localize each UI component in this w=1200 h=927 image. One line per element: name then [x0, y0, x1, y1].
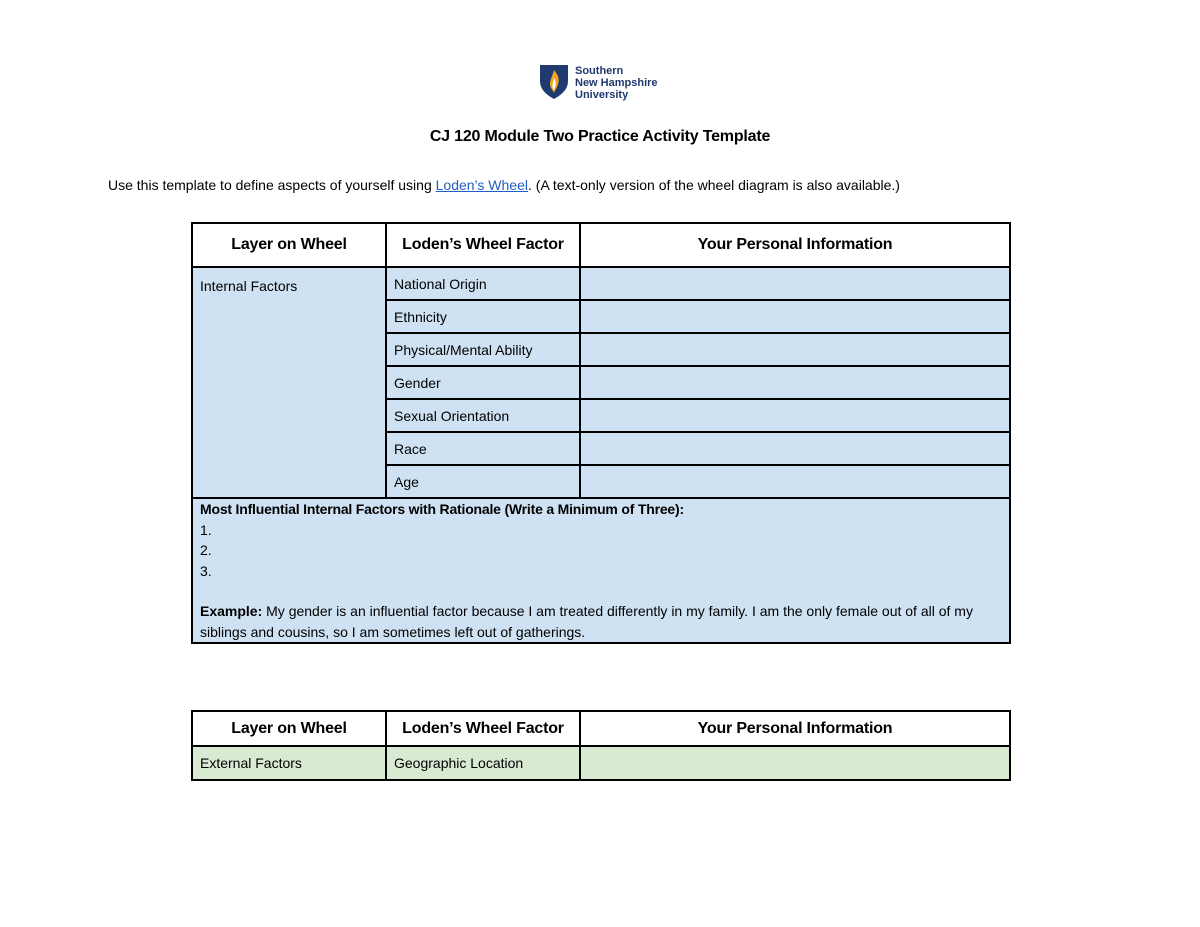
- info-ethnicity[interactable]: [580, 300, 1010, 333]
- list-item-1: 1.: [200, 521, 212, 538]
- info-sexual-orientation[interactable]: [580, 399, 1010, 432]
- example-text: My gender is an influential factor because I am treated differently in my family. I am the only female out of all of my siblings and cousins, so I am sometimes left out of gatherings.: [200, 603, 973, 640]
- layer-external-factors: External Factors: [192, 746, 386, 780]
- influential-factors-cell[interactable]: [192, 498, 1010, 643]
- factor-gender: Gender: [386, 366, 580, 399]
- notes-row: [192, 498, 1010, 643]
- table-header-row: [192, 711, 1010, 746]
- external-factors-table: [191, 710, 1011, 781]
- logo-line-1: Southern: [575, 65, 624, 77]
- logo-line-2: New Hampshire: [575, 77, 658, 89]
- notes-heading: Most Influential Internal Factors with Rationale (Write a Minimum of Three):: [200, 501, 684, 517]
- info-age[interactable]: [580, 465, 1010, 498]
- intro-text-after: . (A text-only version of the wheel diagram is also available.): [528, 177, 900, 193]
- info-race[interactable]: [580, 432, 1010, 465]
- info-geographic-location[interactable]: [580, 746, 1010, 780]
- info-national-origin[interactable]: [580, 267, 1010, 300]
- table-row: [192, 746, 1010, 780]
- university-name: [575, 65, 658, 101]
- intro-paragraph: [108, 177, 900, 193]
- table-header-row: [192, 223, 1010, 267]
- header-info: Your Personal Information: [580, 223, 1010, 267]
- factor-geographic-location: Geographic Location: [386, 746, 580, 780]
- document-title: CJ 120 Module Two Practice Activity Template: [429, 128, 771, 145]
- factor-age: Age: [386, 465, 580, 498]
- header-factor: Loden’s Wheel Factor: [386, 223, 580, 267]
- factor-ethnicity: Ethnicity: [386, 300, 580, 333]
- lodens-wheel-link[interactable]: Loden’s Wheel: [435, 177, 528, 193]
- info-physical-mental-ability[interactable]: [580, 333, 1010, 366]
- factor-physical-mental-ability: Physical/Mental Ability: [386, 333, 580, 366]
- layer-internal-factors: Internal Factors: [192, 267, 386, 498]
- internal-factors-table: [191, 222, 1011, 644]
- header-layer: Layer on Wheel: [192, 711, 386, 746]
- header-factor: Loden’s Wheel Factor: [386, 711, 580, 746]
- example-paragraph: [200, 601, 1002, 642]
- factor-national-origin: National Origin: [386, 267, 580, 300]
- table-row: [192, 267, 1010, 300]
- list-item-2: 2.: [200, 542, 212, 558]
- example-label: Example:: [200, 603, 263, 619]
- logo-line-3: University: [575, 89, 629, 101]
- header-info: Your Personal Information: [580, 711, 1010, 746]
- header-layer: Layer on Wheel: [192, 223, 386, 267]
- factor-race: Race: [386, 432, 580, 465]
- factor-sexual-orientation: Sexual Orientation: [386, 399, 580, 432]
- info-gender[interactable]: [580, 366, 1010, 399]
- shield-flame-icon: [539, 64, 569, 100]
- list-item-3: 3.: [200, 562, 212, 579]
- intro-text-before: Use this template to define aspects of yourself using: [108, 177, 436, 193]
- snhu-logo: [539, 64, 658, 101]
